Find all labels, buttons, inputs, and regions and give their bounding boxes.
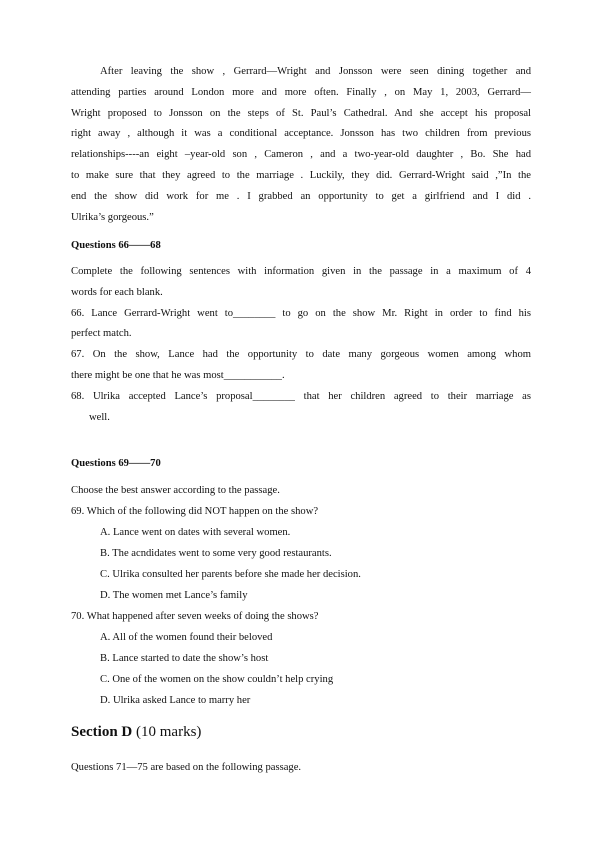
question-67: 67. On the show, Lance had the opportunity to date many gorgeous women among whom: [71, 349, 531, 361]
passage-line: end the show did work for me . I grabbed an opportunity to get a girlfriend and I did .: [71, 190, 531, 202]
passage-line: After leaving the show , Gerrard—Wright and Jonsson were seen dining together and: [100, 66, 531, 77]
instruction-text: Complete the following sentences with information given in the passage in a maximum of 4: [71, 266, 531, 277]
instruction-text: Choose the best answer according to the passage.: [71, 485, 280, 496]
question-66-cont: perfect match.: [71, 328, 132, 340]
question-68: 68. Ulrika accepted Lance’s proposal________ that her children agreed to their marriage as: [71, 390, 531, 402]
question-69-option-c: C. Ulrika consulted her parents before she made her decision.: [100, 569, 361, 580]
question-69-stem: 69. Which of the following did NOT happen on the show?: [71, 506, 319, 517]
question-68-cont: well.: [89, 411, 110, 423]
question-70-stem: 70. What happened after seven weeks of doing the shows?: [71, 611, 319, 622]
questions-66-68-heading: Questions 66——68: [71, 240, 161, 251]
question-70-option-a: A. All of the women found their beloved: [100, 632, 273, 643]
question-66: 66. Lance Gerrard-Wright went to________ to go on the show Mr. Right in order to find his: [71, 307, 531, 319]
question-70-option-b: B. Lance started to date the show’s host: [100, 653, 269, 664]
question-67-cont: there might be one that he was most___________.: [71, 369, 285, 381]
section-d-note: Questions 71—75 are based on the following passage.: [71, 762, 302, 773]
question-69-option-b: B. The acndidates went to some very good restaurants.: [100, 548, 332, 559]
question-69-option-a: A. Lance went on dates with several women.: [100, 527, 291, 538]
passage-line: attending parties around London more and more often. Finally , on May 1, 2003, Gerrard—: [71, 86, 531, 98]
passage-line: Ulrika’s gorgeous.”: [71, 211, 154, 223]
section-d-marks: (10 marks): [132, 724, 202, 740]
questions-66-68-block: [71, 262, 531, 428]
questions-69-70-heading: Questions 69——70: [71, 458, 161, 469]
question-70-option-c: C. One of the women on the show couldn’t help crying: [100, 674, 334, 685]
passage-paragraph: [71, 62, 531, 228]
section-d-heading: [71, 724, 201, 741]
passage-line: Wright proposed to Jonsson on the steps of St. Paul’s Cathedral. And she accept his proposal: [71, 107, 531, 119]
passage-line: to make sure that they agreed to the marriage . Luckily, they did. Gerrard-Wright said ,”In the: [71, 169, 531, 181]
section-d-title: Section D: [71, 724, 133, 740]
passage-line: right away , although it was a conditional acceptance. Jonsson has two children from previous: [71, 128, 531, 140]
passage-line: relationships----an eight –year-old son , Cameron , and a two-year-old daughter , Bo. She had: [71, 149, 531, 161]
question-70-option-d: D. Ulrika asked Lance to marry her: [100, 695, 251, 706]
instruction-text: words for each blank.: [71, 286, 163, 298]
question-69-option-d: D. The women met Lance’s family: [100, 590, 248, 601]
